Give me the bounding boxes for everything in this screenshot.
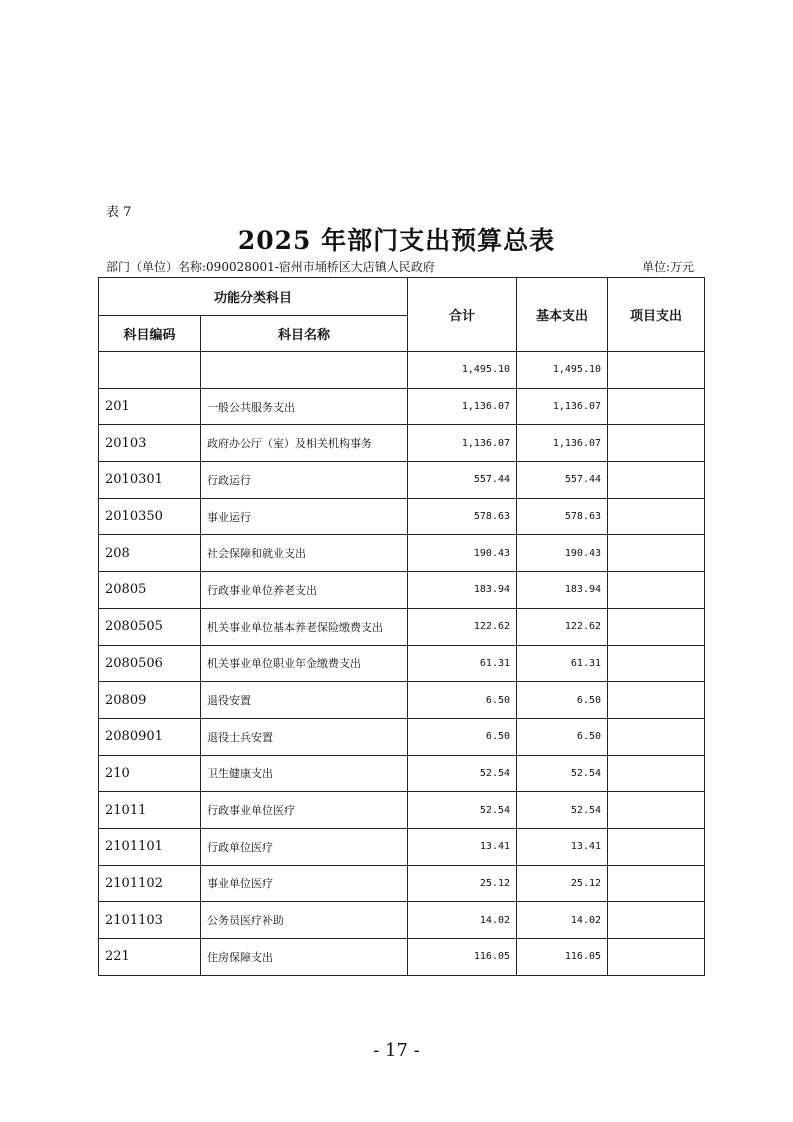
total-cell: 52.54 bbox=[408, 792, 517, 829]
table-row bbox=[99, 535, 705, 572]
subject-name-cell: 公务员医疗补助 bbox=[201, 902, 408, 939]
project-expenditure-cell bbox=[608, 645, 705, 682]
total-cell: 14.02 bbox=[408, 902, 517, 939]
project-expenditure-cell bbox=[608, 535, 705, 572]
total-cell: 1,136.07 bbox=[408, 425, 517, 462]
table-row bbox=[99, 645, 705, 682]
total-cell: 183.94 bbox=[408, 572, 517, 609]
subject-name-cell: 卫生健康支出 bbox=[201, 755, 408, 792]
basic-expenditure-cell: 6.50 bbox=[517, 682, 608, 719]
subject-name-cell: 事业单位医疗 bbox=[201, 865, 408, 902]
subject-name-cell: 行政事业单位养老支出 bbox=[201, 572, 408, 609]
table-row bbox=[99, 572, 705, 609]
subject-code-cell bbox=[99, 352, 201, 389]
subject-name-cell: 一般公共服务支出 bbox=[201, 388, 408, 425]
subject-code-cell: 20809 bbox=[99, 682, 201, 719]
total-cell: 578.63 bbox=[408, 498, 517, 535]
basic-expenditure-cell: 190.43 bbox=[517, 535, 608, 572]
project-expenditure-cell bbox=[608, 828, 705, 865]
project-expenditure-cell bbox=[608, 902, 705, 939]
subject-name-cell: 行政运行 bbox=[201, 462, 408, 499]
basic-expenditure-cell: 52.54 bbox=[517, 792, 608, 829]
total-cell: 116.05 bbox=[408, 939, 517, 976]
total-cell: 190.43 bbox=[408, 535, 517, 572]
project-expenditure-cell bbox=[608, 939, 705, 976]
table-row bbox=[99, 425, 705, 462]
header-subject-name: 科目名称 bbox=[201, 316, 408, 352]
subject-name-cell: 政府办公厅（室）及相关机构事务 bbox=[201, 425, 408, 462]
table-row bbox=[99, 792, 705, 829]
total-cell: 1,495.10 bbox=[408, 352, 517, 389]
basic-expenditure-cell: 557.44 bbox=[517, 462, 608, 499]
project-expenditure-cell bbox=[608, 865, 705, 902]
subject-name-cell: 住房保障支出 bbox=[201, 939, 408, 976]
table-row bbox=[99, 388, 705, 425]
project-expenditure-cell bbox=[608, 792, 705, 829]
subject-name-cell: 退役士兵安置 bbox=[201, 718, 408, 755]
header-subject-code: 科目编码 bbox=[99, 316, 201, 352]
subject-code-cell: 2101102 bbox=[99, 865, 201, 902]
header-basic-expenditure: 基本支出 bbox=[517, 278, 608, 352]
project-expenditure-cell bbox=[608, 388, 705, 425]
subject-code-cell: 2101101 bbox=[99, 828, 201, 865]
total-cell: 61.31 bbox=[408, 645, 517, 682]
project-expenditure-cell bbox=[608, 425, 705, 462]
unit-label: 单位:万元 bbox=[641, 260, 694, 274]
table-row bbox=[99, 828, 705, 865]
subject-code-cell: 2101103 bbox=[99, 902, 201, 939]
project-expenditure-cell bbox=[608, 498, 705, 535]
total-cell: 25.12 bbox=[408, 865, 517, 902]
subject-name-cell: 退役安置 bbox=[201, 682, 408, 719]
project-expenditure-cell bbox=[608, 462, 705, 499]
basic-expenditure-cell: 183.94 bbox=[517, 572, 608, 609]
basic-expenditure-cell: 122.62 bbox=[517, 608, 608, 645]
project-expenditure-cell bbox=[608, 352, 705, 389]
subject-code-cell: 208 bbox=[99, 535, 201, 572]
header-total: 合计 bbox=[408, 278, 517, 352]
subject-code-cell: 20805 bbox=[99, 572, 201, 609]
basic-expenditure-cell: 52.54 bbox=[517, 755, 608, 792]
basic-expenditure-cell: 1,495.10 bbox=[517, 352, 608, 389]
budget-table bbox=[98, 277, 705, 976]
total-cell: 6.50 bbox=[408, 682, 517, 719]
subject-code-cell: 2080505 bbox=[99, 608, 201, 645]
subject-code-cell: 2010350 bbox=[99, 498, 201, 535]
basic-expenditure-cell: 116.05 bbox=[517, 939, 608, 976]
basic-expenditure-cell: 61.31 bbox=[517, 645, 608, 682]
table-row bbox=[99, 902, 705, 939]
table-row bbox=[99, 755, 705, 792]
basic-expenditure-cell: 1,136.07 bbox=[517, 425, 608, 462]
page-number: - 17 - bbox=[373, 1040, 420, 1061]
header-function-category: 功能分类科目 bbox=[99, 278, 408, 316]
project-expenditure-cell bbox=[608, 572, 705, 609]
subject-name-cell: 行政单位医疗 bbox=[201, 828, 408, 865]
subject-code-cell: 2010301 bbox=[99, 462, 201, 499]
total-cell: 52.54 bbox=[408, 755, 517, 792]
table-row bbox=[99, 352, 705, 389]
project-expenditure-cell bbox=[608, 682, 705, 719]
subject-code-cell: 2080506 bbox=[99, 645, 201, 682]
subject-code-cell: 21011 bbox=[99, 792, 201, 829]
total-cell: 1,136.07 bbox=[408, 388, 517, 425]
document-title: 2025 年部门支出预算总表 bbox=[237, 226, 556, 255]
total-cell: 6.50 bbox=[408, 718, 517, 755]
total-cell: 557.44 bbox=[408, 462, 517, 499]
subject-code-cell: 2080901 bbox=[99, 718, 201, 755]
basic-expenditure-cell: 1,136.07 bbox=[517, 388, 608, 425]
project-expenditure-cell bbox=[608, 718, 705, 755]
basic-expenditure-cell: 13.41 bbox=[517, 828, 608, 865]
subject-name-cell: 事业运行 bbox=[201, 498, 408, 535]
total-cell: 13.41 bbox=[408, 828, 517, 865]
table-row bbox=[99, 462, 705, 499]
subject-code-cell: 201 bbox=[99, 388, 201, 425]
subject-name-cell: 机关事业单位职业年金缴费支出 bbox=[201, 645, 408, 682]
project-expenditure-cell bbox=[608, 755, 705, 792]
subject-name-cell: 行政事业单位医疗 bbox=[201, 792, 408, 829]
subject-code-cell: 221 bbox=[99, 939, 201, 976]
subject-code-cell: 20103 bbox=[99, 425, 201, 462]
basic-expenditure-cell: 25.12 bbox=[517, 865, 608, 902]
subject-name-cell bbox=[201, 352, 408, 389]
table-row bbox=[99, 608, 705, 645]
table-label: 表 7 bbox=[106, 205, 132, 220]
subject-name-cell: 社会保障和就业支出 bbox=[201, 535, 408, 572]
table-row bbox=[99, 498, 705, 535]
project-expenditure-cell bbox=[608, 608, 705, 645]
header-project-expenditure: 项目支出 bbox=[608, 278, 705, 352]
table-row bbox=[99, 718, 705, 755]
total-cell: 122.62 bbox=[408, 608, 517, 645]
table-row bbox=[99, 682, 705, 719]
department-name: 部门（单位）名称:090028001-宿州市埇桥区大店镇人民政府 bbox=[106, 260, 435, 274]
table-row bbox=[99, 865, 705, 902]
basic-expenditure-cell: 6.50 bbox=[517, 718, 608, 755]
basic-expenditure-cell: 14.02 bbox=[517, 902, 608, 939]
table-row bbox=[99, 939, 705, 976]
budget-table-body bbox=[99, 352, 705, 976]
subject-code-cell: 210 bbox=[99, 755, 201, 792]
subject-name-cell: 机关事业单位基本养老保险缴费支出 bbox=[201, 608, 408, 645]
basic-expenditure-cell: 578.63 bbox=[517, 498, 608, 535]
